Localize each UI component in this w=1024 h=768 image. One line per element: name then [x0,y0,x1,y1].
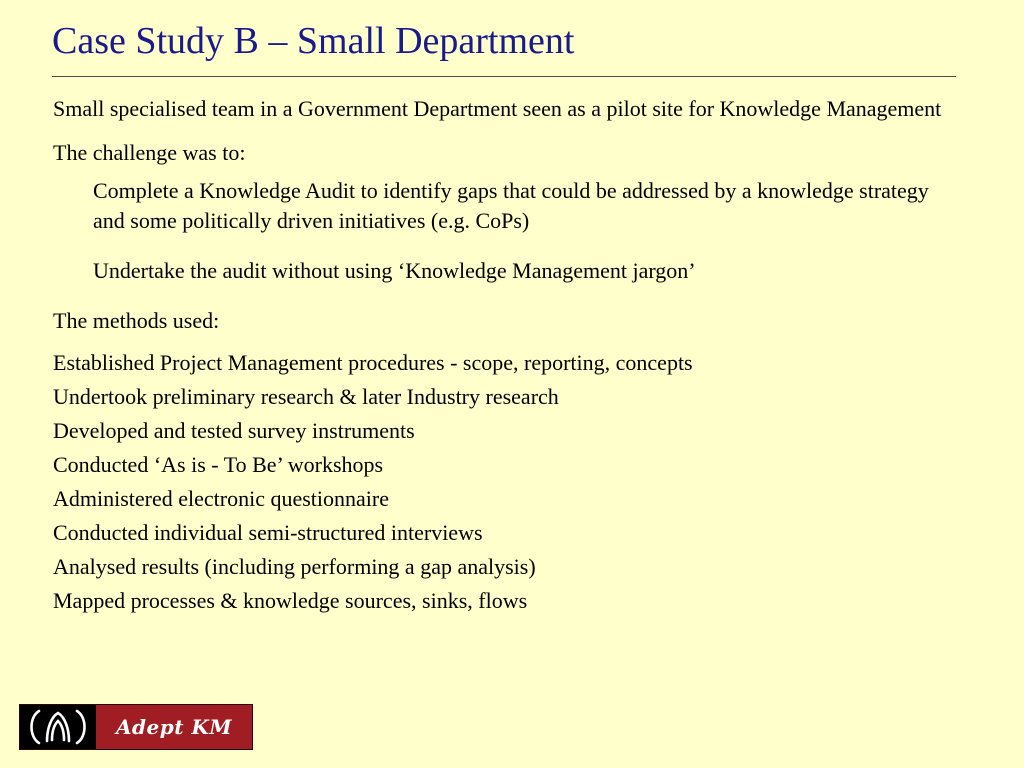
methods-heading: The methods used: [53,308,220,333]
method-item: Conducted individual semi-structured interviews [53,520,483,545]
method-item: Undertook preliminary research & later Industry research [53,384,559,409]
method-item: Conducted ‘As is - To Be’ workshops [53,452,384,477]
intro-text: Small specialised team in a Government Department seen as a pilot site for Knowledge Management [53,96,942,121]
challenge-heading: The challenge was to: [53,140,246,165]
method-item: Administered electronic questionnaire [53,486,389,511]
adept-km-logo [19,704,253,750]
challenge-item: Undertake the audit without using ‘Knowledge Management jargon’ [93,258,696,283]
method-item: Developed and tested survey instruments [53,418,415,443]
method-item: Established Project Management procedures - scope, reporting, concepts [53,350,693,375]
challenge-item: Complete a Knowledge Audit to identify gaps that could be addressed by a knowledge strategy and some politically driven initiatives (e.g. CoPs) [93,178,929,233]
title-divider [52,76,956,77]
challenge-list [93,176,953,286]
km-logo-icon [20,705,96,749]
method-item: Mapped processes & knowledge sources, sinks, flows [53,588,528,613]
logo-text: Adept KM [96,705,252,749]
method-item: Analysed results (including performing a gap analysis) [53,554,536,579]
slide-body [53,94,953,618]
methods-list [53,346,953,618]
slide-title: Case Study B – Small Department [52,20,575,62]
